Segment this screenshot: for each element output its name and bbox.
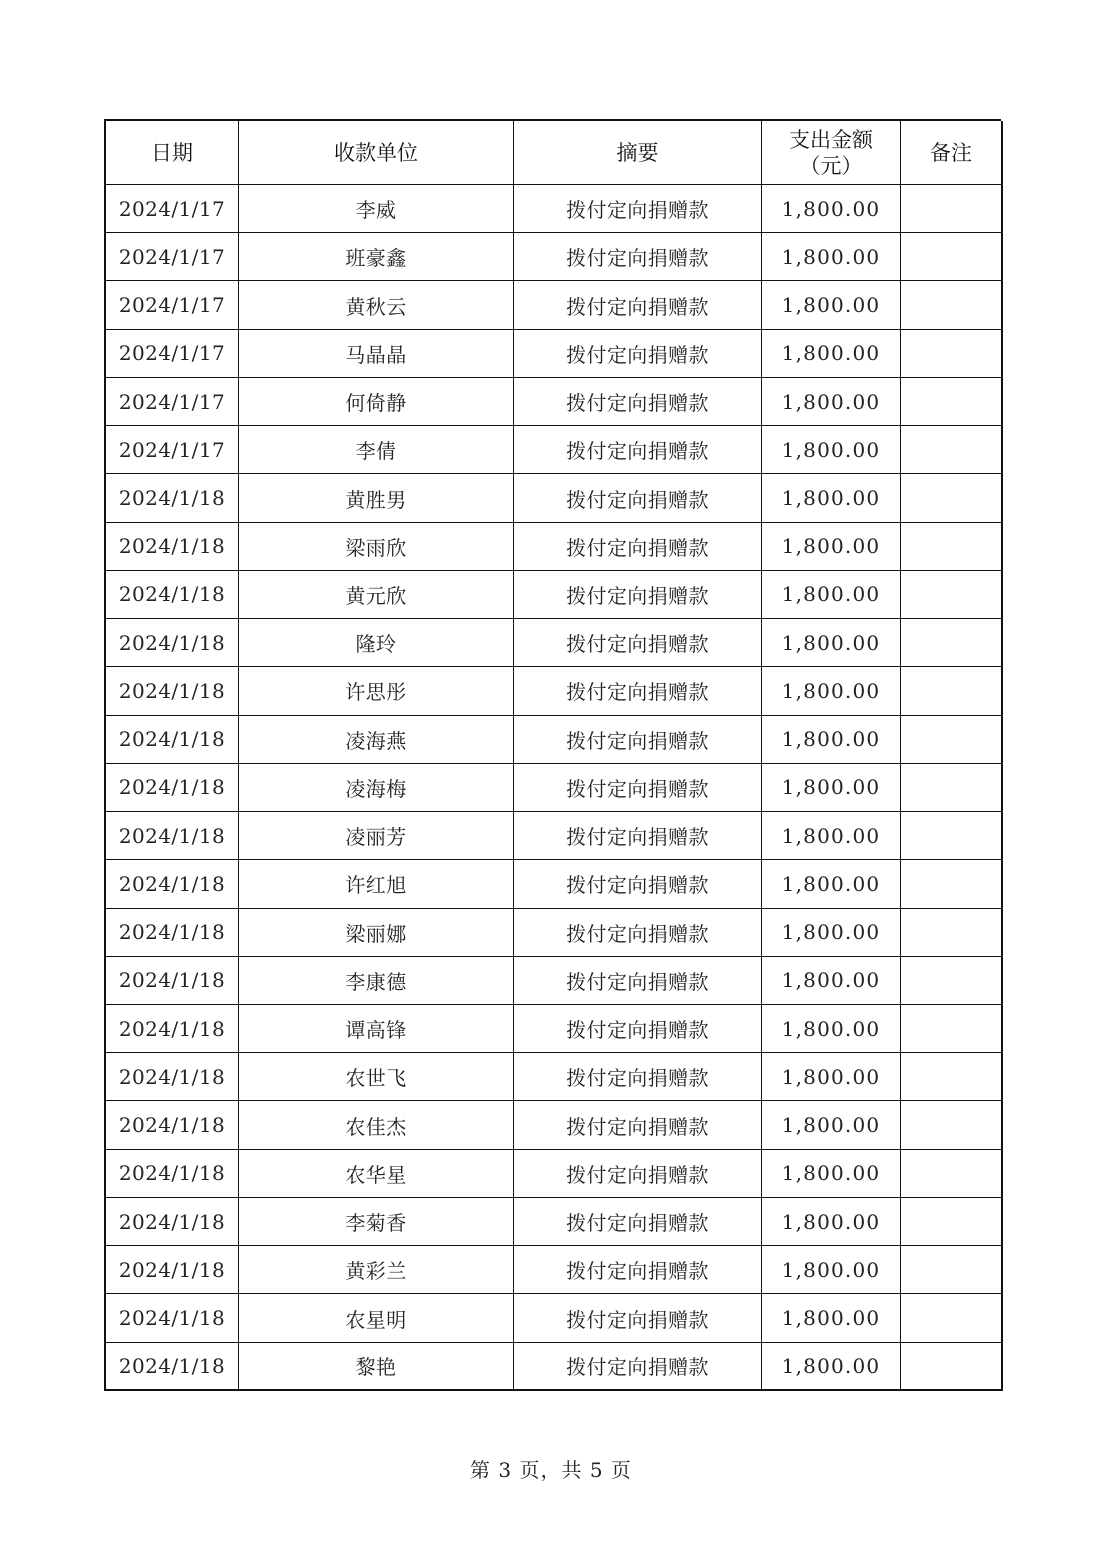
summary-cell: 拨付定向捐赠款 <box>514 185 762 233</box>
amount-cell: 1,800.00 <box>762 1246 901 1294</box>
payee-cell: 隆玲 <box>239 619 514 667</box>
summary-cell: 拨付定向捐赠款 <box>514 716 762 764</box>
amount-cell: 1,800.00 <box>762 860 901 908</box>
summary-cell: 拨付定向捐赠款 <box>514 1343 762 1391</box>
payee-cell: 许思彤 <box>239 667 514 715</box>
summary-cell: 拨付定向捐赠款 <box>514 812 762 860</box>
amount-cell: 1,800.00 <box>762 571 901 619</box>
remark-cell <box>901 281 1003 329</box>
amount-cell: 1,800.00 <box>762 1053 901 1101</box>
date-cell: 2024/1/18 <box>106 1246 239 1294</box>
amount-cell: 1,800.00 <box>762 812 901 860</box>
date-cell: 2024/1/18 <box>106 1198 239 1246</box>
remark-cell <box>901 812 1003 860</box>
amount-cell: 1,800.00 <box>762 1150 901 1198</box>
payee-cell: 李威 <box>239 185 514 233</box>
page-footer: 第 3 页，共 5 页 <box>470 1458 632 1482</box>
payee-cell: 谭高锋 <box>239 1005 514 1053</box>
payee-cell: 梁雨欣 <box>239 523 514 571</box>
remark-cell <box>901 1150 1003 1198</box>
payee-cell: 黄彩兰 <box>239 1246 514 1294</box>
summary-cell: 拨付定向捐赠款 <box>514 1101 762 1149</box>
amount-cell: 1,800.00 <box>762 474 901 522</box>
payee-cell: 黄秋云 <box>239 281 514 329</box>
remark-cell <box>901 619 1003 667</box>
payee-cell: 班豪鑫 <box>239 233 514 281</box>
remark-cell <box>901 667 1003 715</box>
date-cell: 2024/1/18 <box>106 716 239 764</box>
date-cell: 2024/1/18 <box>106 812 239 860</box>
date-cell: 2024/1/18 <box>106 571 239 619</box>
summary-cell: 拨付定向捐赠款 <box>514 1294 762 1342</box>
date-cell: 2024/1/18 <box>106 764 239 812</box>
date-cell: 2024/1/17 <box>106 378 239 426</box>
remark-cell <box>901 1294 1003 1342</box>
date-cell: 2024/1/18 <box>106 860 239 908</box>
remark-cell <box>901 1198 1003 1246</box>
donation-ledger-table <box>104 119 1001 1391</box>
summary-cell: 拨付定向捐赠款 <box>514 523 762 571</box>
amount-cell: 1,800.00 <box>762 764 901 812</box>
amount-cell: 1,800.00 <box>762 957 901 1005</box>
remark-cell <box>901 909 1003 957</box>
payee-cell: 黄元欣 <box>239 571 514 619</box>
remark-cell <box>901 378 1003 426</box>
date-cell: 2024/1/18 <box>106 619 239 667</box>
header-summary <box>514 121 762 185</box>
summary-cell: 拨付定向捐赠款 <box>514 619 762 667</box>
summary-cell: 拨付定向捐赠款 <box>514 957 762 1005</box>
header-remark <box>901 121 1003 185</box>
date-cell: 2024/1/17 <box>106 233 239 281</box>
remark-cell <box>901 1053 1003 1101</box>
date-cell: 2024/1/18 <box>106 1005 239 1053</box>
amount-cell: 1,800.00 <box>762 426 901 474</box>
summary-cell: 拨付定向捐赠款 <box>514 1053 762 1101</box>
amount-cell: 1,800.00 <box>762 1294 901 1342</box>
summary-cell: 拨付定向捐赠款 <box>514 764 762 812</box>
amount-cell: 1,800.00 <box>762 619 901 667</box>
remark-cell <box>901 571 1003 619</box>
remark-cell <box>901 185 1003 233</box>
payee-cell: 农世飞 <box>239 1053 514 1101</box>
date-cell: 2024/1/18 <box>106 1343 239 1391</box>
amount-cell: 1,800.00 <box>762 667 901 715</box>
remark-cell <box>901 523 1003 571</box>
amount-cell: 1,800.00 <box>762 378 901 426</box>
summary-cell: 拨付定向捐赠款 <box>514 281 762 329</box>
payee-cell: 黎艳 <box>239 1343 514 1391</box>
payee-cell: 马晶晶 <box>239 330 514 378</box>
payee-cell: 梁丽娜 <box>239 909 514 957</box>
payee-cell: 何倚静 <box>239 378 514 426</box>
remark-cell <box>901 1101 1003 1149</box>
payee-cell: 农华星 <box>239 1150 514 1198</box>
header-amount-unit: （元） <box>799 153 863 178</box>
date-cell: 2024/1/18 <box>106 474 239 522</box>
payee-cell: 凌海燕 <box>239 716 514 764</box>
summary-cell: 拨付定向捐赠款 <box>514 1150 762 1198</box>
payee-cell: 许红旭 <box>239 860 514 908</box>
remark-cell <box>901 330 1003 378</box>
summary-cell: 拨付定向捐赠款 <box>514 571 762 619</box>
amount-cell: 1,800.00 <box>762 523 901 571</box>
date-cell: 2024/1/18 <box>106 909 239 957</box>
amount-cell: 1,800.00 <box>762 185 901 233</box>
payee-cell: 李菊香 <box>239 1198 514 1246</box>
payee-cell: 凌海梅 <box>239 764 514 812</box>
amount-cell: 1,800.00 <box>762 1198 901 1246</box>
summary-cell: 拨付定向捐赠款 <box>514 860 762 908</box>
date-cell: 2024/1/17 <box>106 185 239 233</box>
remark-cell <box>901 474 1003 522</box>
amount-cell: 1,800.00 <box>762 716 901 764</box>
date-cell: 2024/1/17 <box>106 426 239 474</box>
remark-cell <box>901 716 1003 764</box>
header-summary-label: 摘要 <box>616 140 659 165</box>
remark-cell <box>901 1343 1003 1391</box>
remark-cell <box>901 426 1003 474</box>
remark-cell <box>901 957 1003 1005</box>
date-cell: 2024/1/17 <box>106 330 239 378</box>
summary-cell: 拨付定向捐赠款 <box>514 1198 762 1246</box>
date-cell: 2024/1/18 <box>106 667 239 715</box>
summary-cell: 拨付定向捐赠款 <box>514 667 762 715</box>
payee-cell: 凌丽芳 <box>239 812 514 860</box>
amount-cell: 1,800.00 <box>762 909 901 957</box>
payee-cell: 李康德 <box>239 957 514 1005</box>
date-cell: 2024/1/17 <box>106 281 239 329</box>
header-payee-label: 收款单位 <box>334 140 418 165</box>
remark-cell <box>901 860 1003 908</box>
header-date <box>106 121 239 185</box>
header-payee <box>239 121 514 185</box>
date-cell: 2024/1/18 <box>106 1150 239 1198</box>
header-amount-label: 支出金额 <box>789 127 873 152</box>
summary-cell: 拨付定向捐赠款 <box>514 378 762 426</box>
date-cell: 2024/1/18 <box>106 1101 239 1149</box>
payee-cell: 李倩 <box>239 426 514 474</box>
remark-cell <box>901 233 1003 281</box>
summary-cell: 拨付定向捐赠款 <box>514 233 762 281</box>
header-remark-label: 备注 <box>930 140 972 165</box>
amount-cell: 1,800.00 <box>762 1343 901 1391</box>
summary-cell: 拨付定向捐赠款 <box>514 330 762 378</box>
amount-cell: 1,800.00 <box>762 330 901 378</box>
payee-cell: 农星明 <box>239 1294 514 1342</box>
date-cell: 2024/1/18 <box>106 523 239 571</box>
summary-cell: 拨付定向捐赠款 <box>514 426 762 474</box>
summary-cell: 拨付定向捐赠款 <box>514 1246 762 1294</box>
header-date-label: 日期 <box>151 140 193 165</box>
date-cell: 2024/1/18 <box>106 1053 239 1101</box>
date-cell: 2024/1/18 <box>106 957 239 1005</box>
amount-cell: 1,800.00 <box>762 1005 901 1053</box>
remark-cell <box>901 1246 1003 1294</box>
summary-cell: 拨付定向捐赠款 <box>514 1005 762 1053</box>
header-amount <box>762 121 901 185</box>
summary-cell: 拨付定向捐赠款 <box>514 909 762 957</box>
amount-cell: 1,800.00 <box>762 1101 901 1149</box>
remark-cell <box>901 764 1003 812</box>
remark-cell <box>901 1005 1003 1053</box>
date-cell: 2024/1/18 <box>106 1294 239 1342</box>
payee-cell: 黄胜男 <box>239 474 514 522</box>
amount-cell: 1,800.00 <box>762 233 901 281</box>
summary-cell: 拨付定向捐赠款 <box>514 474 762 522</box>
payee-cell: 农佳杰 <box>239 1101 514 1149</box>
amount-cell: 1,800.00 <box>762 281 901 329</box>
